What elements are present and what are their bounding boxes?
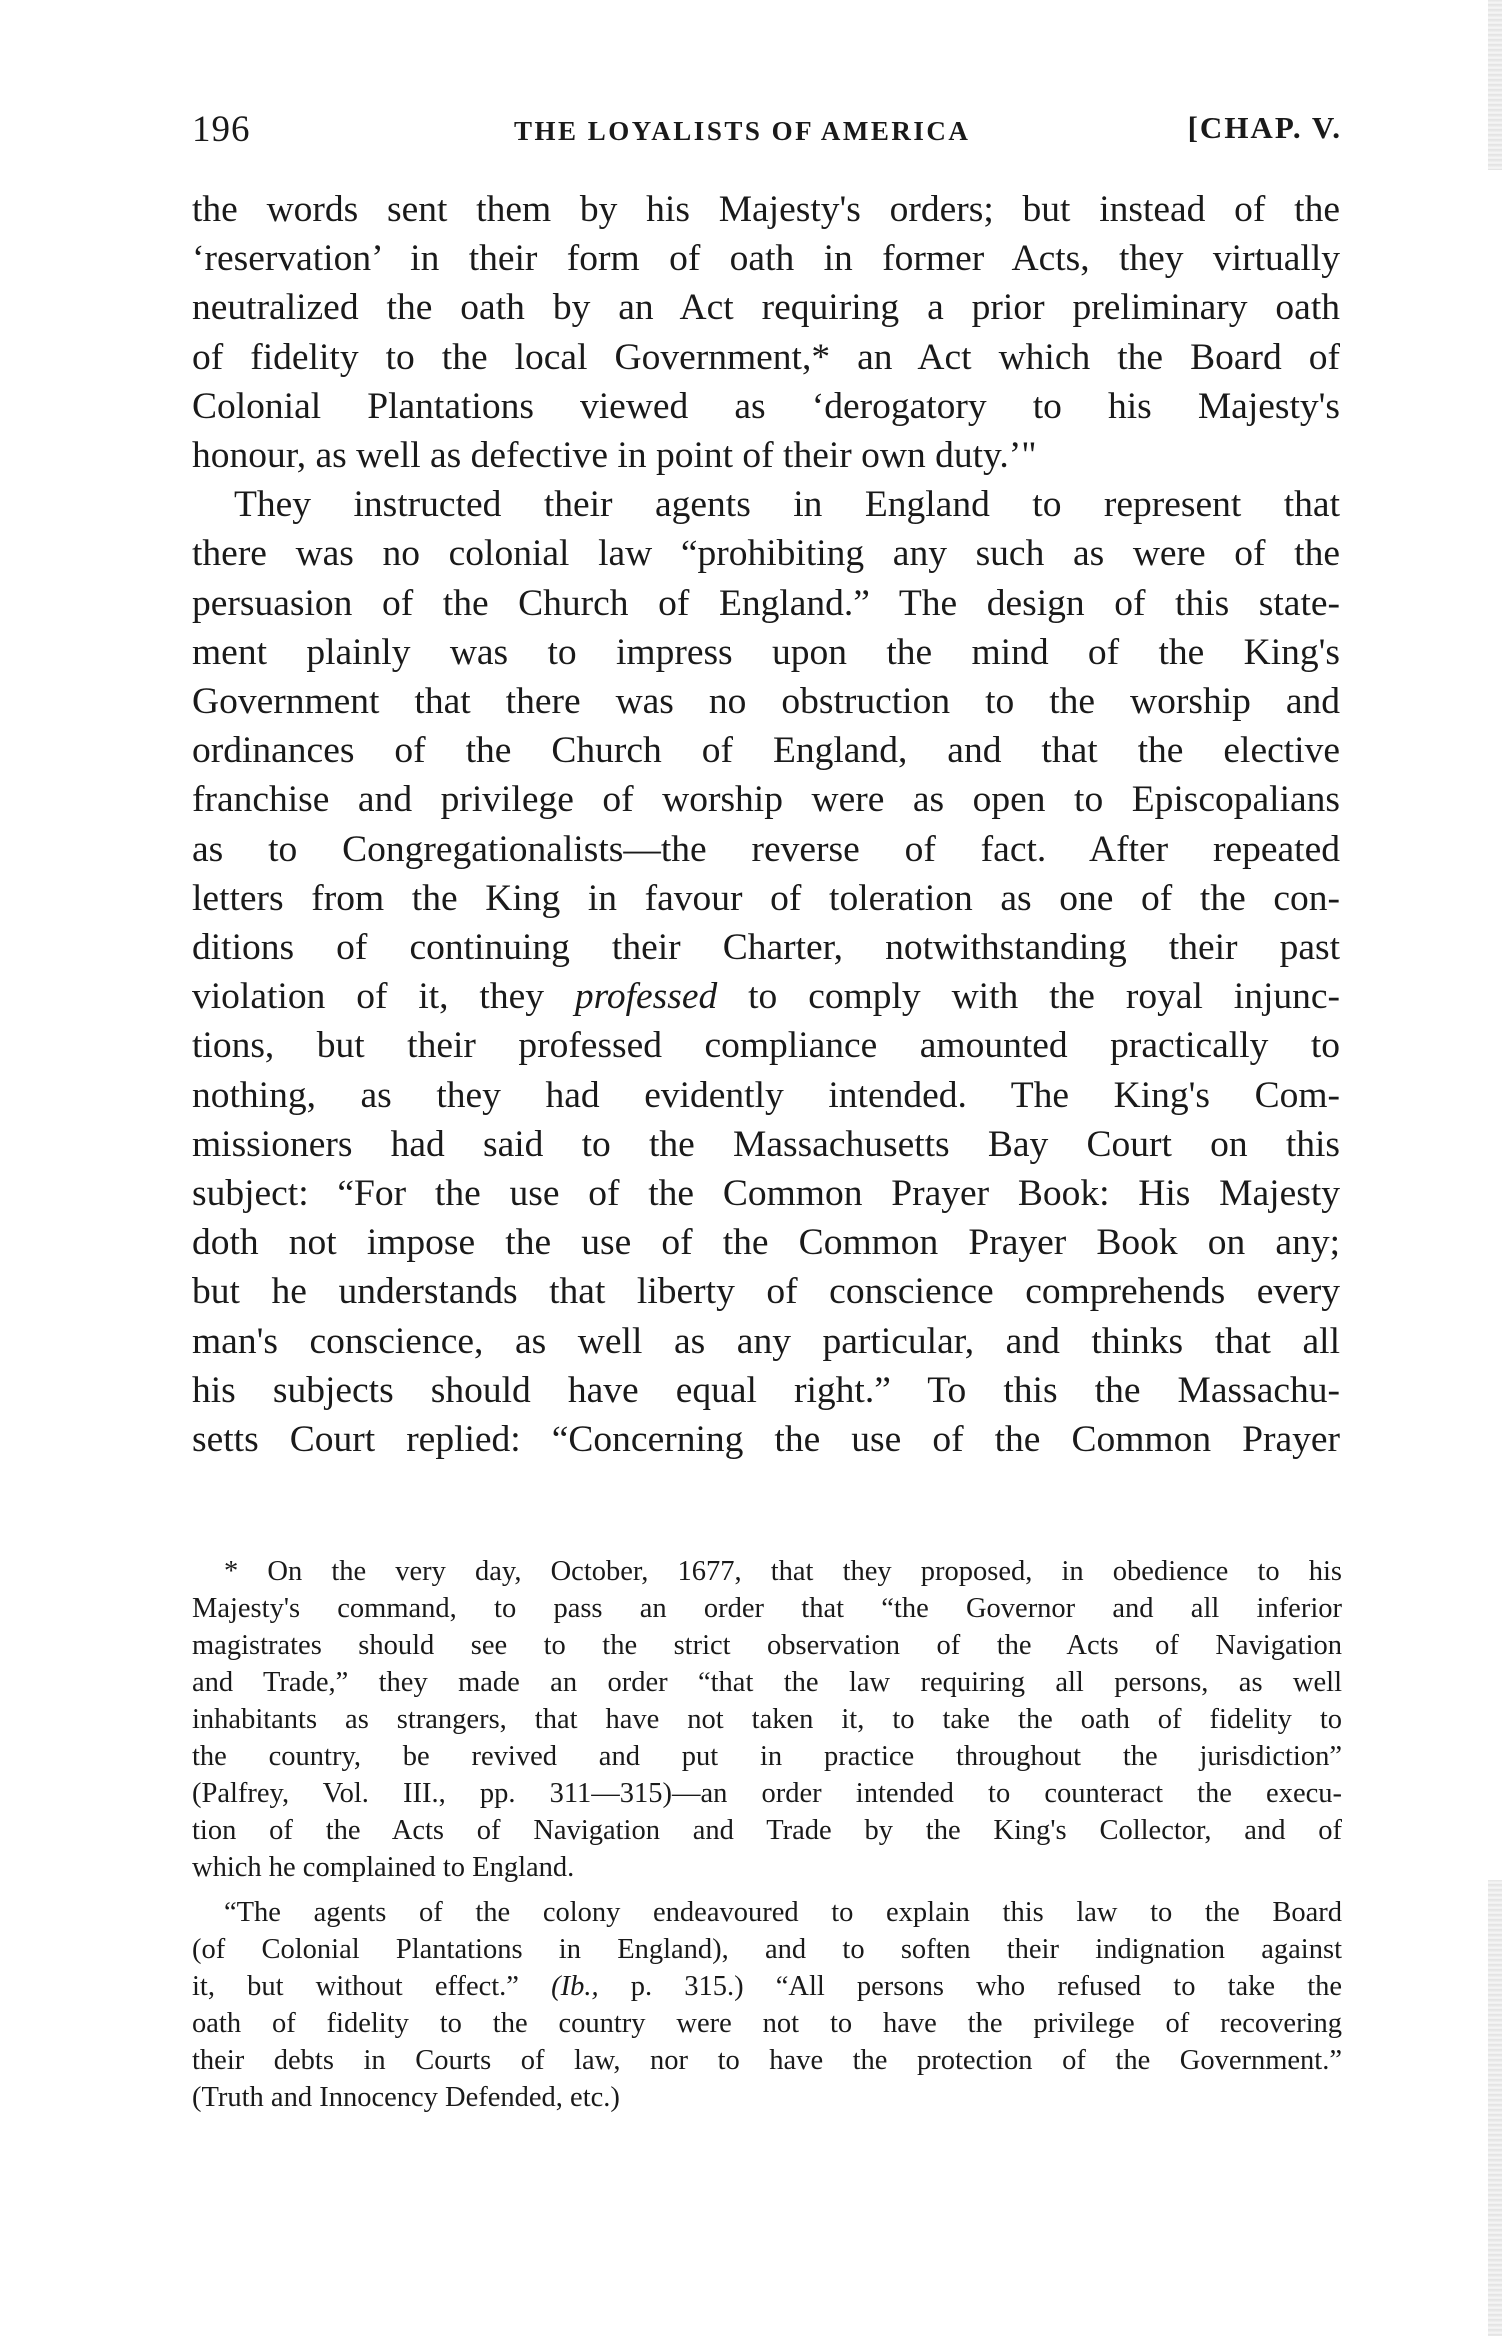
main-text [192, 185, 1340, 1464]
text-line: persuasion of the Church of England.” The design of this state- [192, 582, 1340, 624]
paragraph-start-line: They instructed their agents in England to represent that [234, 484, 1340, 526]
footnote-line: their debts in Courts of law, nor to have the protection of the Government.” [192, 2045, 1342, 2076]
text-line: nothing, as they had evidently intended. The King's Com- [192, 1074, 1340, 1116]
text-line: Government that there was no obstruction to the worship and [192, 681, 1340, 723]
text-line: ‘reservation’ in their form of oath in former Acts, they virtually [192, 238, 1340, 280]
running-title: THE LOYALISTS OF AMERICA [514, 116, 971, 146]
footnote-line: tion of the Acts of Navigation and Trade by the King's Collector, and of [192, 1815, 1342, 1846]
footnote-line: magistrates should see to the strict observation of the Acts of Navigation [192, 1630, 1342, 1661]
text-line: neutralized the oath by an Act requiring a prior preliminary oath [192, 287, 1340, 329]
text-line: Colonial Plantations viewed as ‘derogatory to his Majesty's [192, 385, 1340, 427]
italic-word: professed [574, 976, 718, 1018]
footnote-line: inhabitants as strangers, that have not taken it, to take the oath of fidelity to [192, 1704, 1342, 1735]
footnote-line: Majesty's command, to pass an order that “the Governor and all inferior [192, 1593, 1342, 1624]
italic-abbreviation: (Ib., [551, 1971, 599, 2002]
text-line: ordinances of the Church of England, and that the elective [192, 730, 1340, 772]
text-line: honour, as well as defective in point of their own duty.’" [192, 435, 1037, 477]
text-line [192, 972, 1340, 1021]
text-line: subject: “For the use of the Common Prayer Book: His Majesty [192, 1173, 1340, 1215]
text-line: missioners had said to the Massachusetts Bay Court on this [192, 1123, 1340, 1165]
chapter-marker: [CHAP. V. [1187, 110, 1342, 145]
text-line: ditions of continuing their Charter, notwithstanding their past [192, 927, 1340, 969]
text-line: as to Congregationalists—the reverse of fact. After repeated [192, 828, 1340, 870]
footnote-line: (of Colonial Plantations in England), and to soften their indignation against [192, 1934, 1342, 1965]
text-line: man's conscience, as well as any particular, and thinks that all [192, 1320, 1340, 1362]
text-segment: to comply with the royal injunc- [748, 976, 1340, 1018]
text-line: franchise and privilege of worship were as open to Episcopalians [192, 779, 1340, 821]
footnote-line: (Truth and Innocency Defended, etc.) [192, 2082, 620, 2113]
text-line: there was no colonial law “prohibiting any such as were of the [192, 533, 1340, 575]
text-line: ment plainly was to impress upon the mind of the King's [192, 631, 1340, 673]
page-edge-shadow [1488, 1880, 1502, 2336]
footnote-line: and Trade,” they made an order “that the law requiring all persons, as well [192, 1667, 1342, 1698]
footnote-2 [192, 1894, 1342, 2116]
text-segment: violation of it, they [192, 976, 544, 1018]
text-line: but he understands that liberty of conscience comprehends every [192, 1271, 1340, 1313]
text-line: setts Court replied: “Concerning the use of the Common Prayer [192, 1419, 1340, 1461]
footnote-line: “The agents of the colony endeavoured to explain this law to the Board [224, 1897, 1342, 1928]
footnotes [192, 1553, 1342, 2124]
page-edge-shadow [1488, 0, 1502, 170]
footnote-line [192, 1968, 1342, 2005]
text-line: letters from the King in favour of toleration as one of the con- [192, 877, 1340, 919]
footnote-line: (Palfrey, Vol. III., pp. 311—315)—an order intended to counteract the execu- [192, 1778, 1342, 1809]
footnote-1 [192, 1553, 1342, 1886]
text-line: of fidelity to the local Government,* an Act which the Board of [192, 336, 1340, 378]
footnote-line: the country, be revived and put in practice throughout the jurisdiction” [192, 1741, 1342, 1772]
text-segment: p. 315.) “All persons who refused to take the [630, 1971, 1343, 2002]
text-segment: it, but without effect.” [192, 1971, 519, 2002]
footnote-line: which he complained to England. [192, 1852, 575, 1883]
running-header [192, 108, 1342, 158]
text-line: his subjects should have equal right.” To this the Massachu- [192, 1369, 1340, 1411]
footnote-line: * On the very day, October, 1677, that they proposed, in obedience to his [224, 1556, 1342, 1587]
text-line: the words sent them by his Majesty's orders; but instead of the [192, 189, 1340, 230]
text-line: tions, but their professed compliance amounted practically to [192, 1025, 1340, 1067]
page-number: 196 [192, 109, 251, 150]
footnote-line: oath of fidelity to the country were not to have the privilege of recovering [192, 2008, 1342, 2039]
text-line: doth not impose the use of the Common Prayer Book on any; [192, 1222, 1340, 1264]
